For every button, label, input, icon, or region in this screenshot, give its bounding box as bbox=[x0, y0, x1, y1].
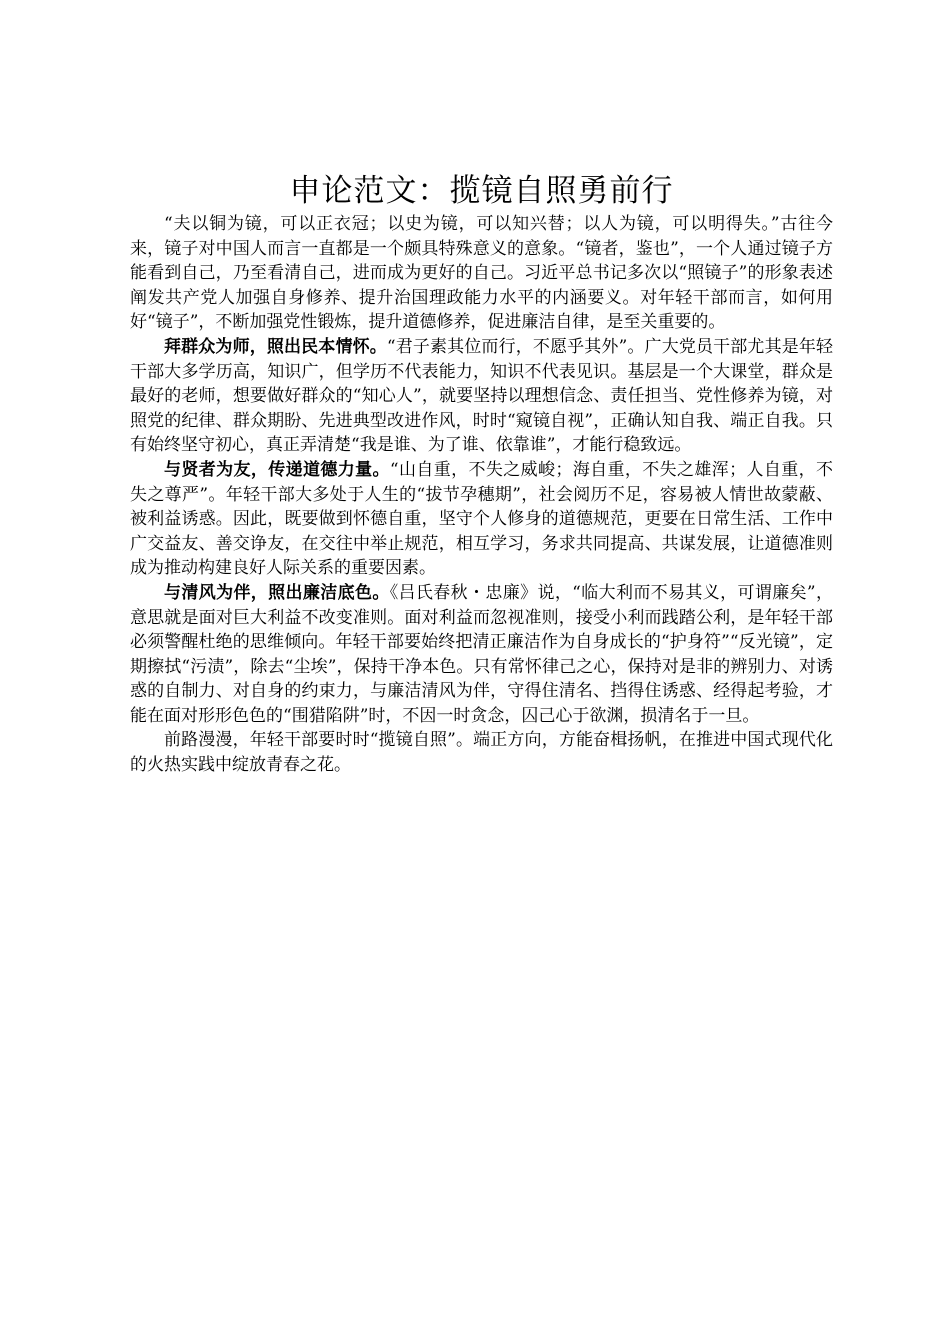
paragraph-text: 前路漫漫，年轻干部要时时“揽镜自照”。端正方向，方能奋楫扬帆，在推进中国式现代化的火热实践中绽放青春之花。 bbox=[130, 730, 833, 776]
paragraph-text: “山自重，不失之威峻；海自重，不失之雄浑；人自重，不失之尊严”。年轻干部大多处于人生的“拔节孕穗期”，社会阅历不足，容易被人情世故蒙蔽、被利益诱惑。因此，既要做到怀德自重，坚守个人修身的道德规范，更要在日常生活、工作中广交益友、善交诤友，在交往中举止规范，相互学习，务求共同提高、共谋发展，让道德准则成为推动构建良好人际关系的重要因素。 bbox=[130, 459, 833, 579]
paragraph-intro bbox=[130, 212, 833, 335]
paragraph-heading: 与贤者为友，传递道德力量。 bbox=[164, 459, 390, 480]
paragraph-integrity bbox=[130, 581, 833, 729]
paragraph-conclusion bbox=[130, 728, 833, 777]
document-page bbox=[130, 170, 833, 778]
document-title: 申论范文：揽镜自照勇前行 bbox=[289, 173, 674, 209]
paragraph-heading: 拜群众为师，照出民本情怀。 bbox=[164, 336, 387, 357]
paragraph-text: 《吕氏春秋・忠廉》说，“临大利而不易其义，可谓廉矣”，意思就是面对巨大利益不改变准则。面对利益而忽视准则，接受小利而践踏公利，是年轻干部必须警醒杜绝的思维倾向。年轻干部要始终把清正廉洁作为自身成长的“护身符”“反光镜”，定期擦拭“污渍”，除去“尘埃”，保持干净本色。只有常怀律己之心，保持对是非的辨别力、对诱惑的自制力、对自身的约束力，与廉洁清风为伴，守得住清名、挡得住诱惑、经得起考验，才能在面对形形色色的“围猎陷阱”时，不因一时贪念，囚己心于欲渊，损清名于一旦。 bbox=[130, 582, 833, 726]
paragraph-heading: 与清风为伴，照出廉洁底色。 bbox=[164, 582, 390, 603]
paragraph-text: “君子素其位而行，不愿乎其外”。广大党员干部尤其是年轻干部大多学历高，知识广，但学历不代表能力，知识不代表见识。基层是一个大课堂，群众是最好的老师，想要做好群众的“知心人”，就要坚持以理想信念、责任担当、党性修养为镜，对照党的纪律、群众期盼、先进典型改进作风，时时“窥镜自视”，正确认知自我、端正自我。只有始终坚守初心，真正弄清楚“我是谁、为了谁、依靠谁”，才能行稳致远。 bbox=[130, 336, 833, 456]
paragraph-virtuous-friends bbox=[130, 458, 833, 581]
paragraph-masses bbox=[130, 335, 833, 458]
paragraph-text: “夫以铜为镜，可以正衣冠；以史为镜，可以知兴替；以人为镜，可以明得失。”古往今来，镜子对中国人而言一直都是一个颇具特殊意义的意象。“镜者，鉴也”，一个人通过镜子方能看到自己，乃至看清自己，进而成为更好的自己。习近平总书记多次以“照镜子”的形象表述阐发共产党人加强自身修养、提升治国理政能力水平的内涵要义。对年轻干部而言，如何用好“镜子”，不断加强党性锻炼，提升道德修养，促进廉洁自律，是至关重要的。 bbox=[130, 214, 833, 333]
